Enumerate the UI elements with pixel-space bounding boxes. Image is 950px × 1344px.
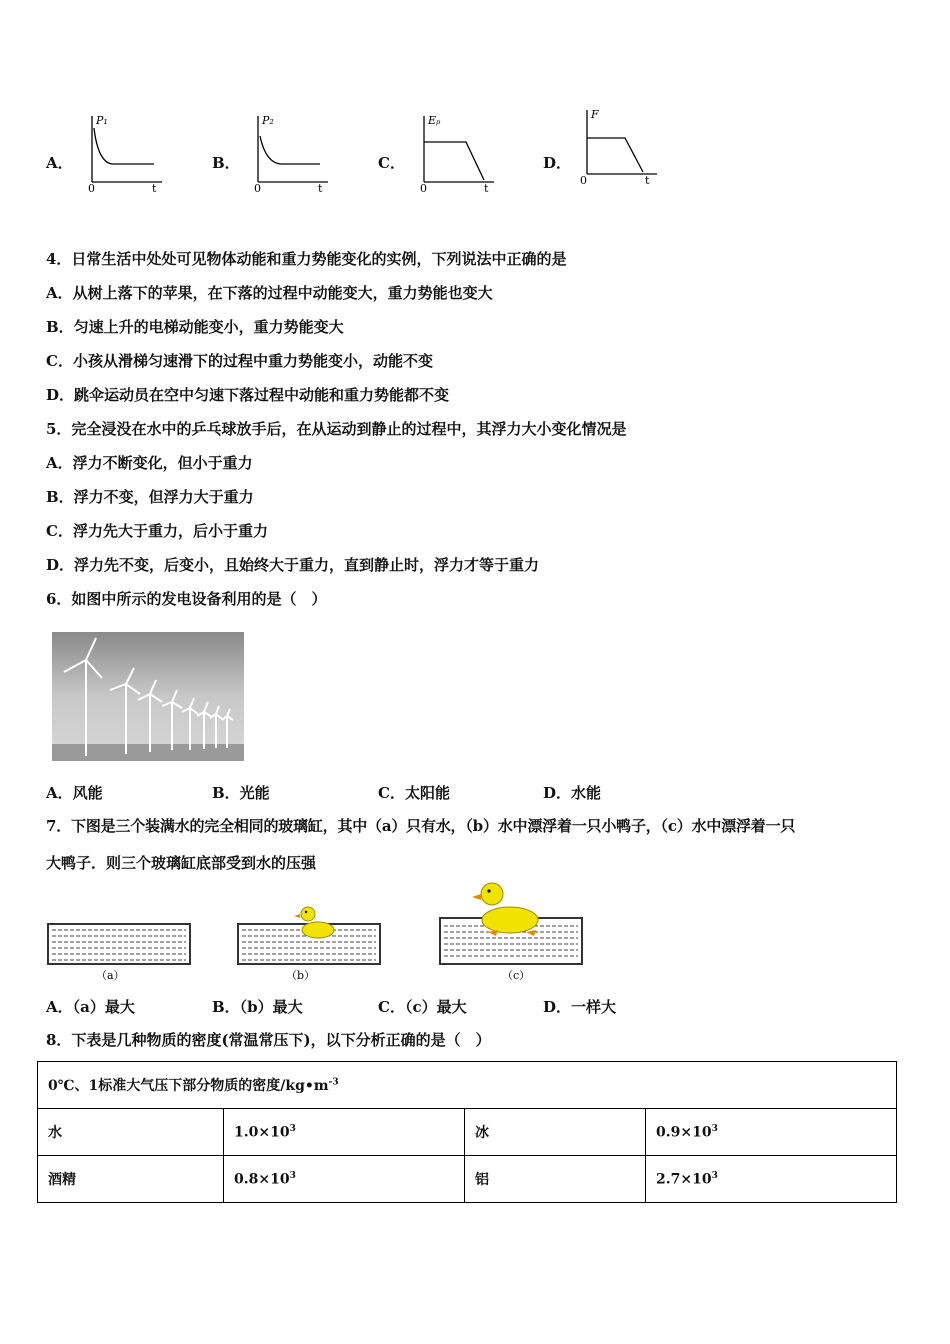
q6-option-a[interactable]: A．风能 bbox=[46, 784, 103, 802]
q8-stem: 8．下表是几种物质的密度(常温常压下)，以下分析正确的是（ ） bbox=[46, 1031, 491, 1049]
tank-a bbox=[48, 924, 190, 964]
q4-option-b[interactable]: B．匀速上升的电梯动能变小，重力势能变大 bbox=[46, 318, 344, 336]
q3-graph-d-ylabel: F bbox=[591, 108, 599, 121]
small-duck bbox=[294, 907, 334, 938]
q7-option-d[interactable]: D．一样大 bbox=[543, 998, 617, 1016]
q3-graph-d-origin: 0 bbox=[580, 174, 587, 187]
q3-graph-b-xlabel: t bbox=[318, 182, 323, 194]
q7-stem-line2: 大鸭子．则三个玻璃缸底部受到水的压强 bbox=[46, 854, 317, 872]
q3-option-d-label: D． bbox=[543, 154, 572, 172]
q3-graph-a-origin: 0 bbox=[88, 182, 95, 194]
density-alcohol: $0.8\times 10^3$ bbox=[224, 1156, 465, 1203]
tank-c-label: （c） bbox=[502, 969, 531, 982]
q3-graph-c-xlabel: t bbox=[484, 182, 489, 194]
q5-option-b[interactable]: B．浮力不变，但浮力大于重力 bbox=[46, 488, 254, 506]
q4-option-d[interactable]: D．跳伞运动员在空中匀速下落过程中动能和重力势能都不变 bbox=[46, 386, 450, 404]
density-aluminum: $2.7\times 10^3$ bbox=[646, 1156, 897, 1203]
density-table-title-row bbox=[38, 1062, 897, 1109]
density-water: $1.0\times 10^3$ bbox=[224, 1109, 465, 1156]
q6-stem: 6．如图中所示的发电设备利用的是（ ） bbox=[46, 590, 327, 608]
wind-turbine-photo bbox=[52, 632, 244, 761]
q4-option-a[interactable]: A．从树上落下的苹果，在下落的过程中动能变大，重力势能也变大 bbox=[46, 284, 493, 302]
q4-option-c[interactable]: C．小孩从滑梯匀速滑下的过程中重力势能变小，动能不变 bbox=[46, 352, 433, 370]
q6-option-c[interactable]: C．太阳能 bbox=[378, 784, 450, 802]
density-table bbox=[37, 1061, 897, 1203]
q3-graph-c-ylabel: Eₚ bbox=[428, 114, 441, 127]
q3-graph-c bbox=[410, 110, 500, 194]
q3-graph-d bbox=[573, 104, 663, 188]
q5-option-d[interactable]: D．浮力先不变，后变小，且始终大于重力，直到静止时，浮力才等于重力 bbox=[46, 556, 540, 574]
q3-graph-b-origin: 0 bbox=[254, 182, 261, 194]
glass-tanks-figure bbox=[40, 880, 600, 985]
q5-stem: 5．完全浸没在水中的乒乓球放手后，在从运动到静止的过程中，其浮力大小变化情况是 bbox=[46, 420, 627, 438]
q3-graph-a-ylabel: P₁ bbox=[96, 114, 108, 127]
q3-graph-b-ylabel: P₂ bbox=[262, 114, 274, 127]
q3-graph-c-origin: 0 bbox=[420, 182, 427, 194]
q4-stem: 4．日常生活中处处可见物体动能和重力势能变化的实例，下列说法中正确的是 bbox=[46, 250, 567, 268]
q3-graph-a-xlabel: t bbox=[152, 182, 157, 194]
tank-c bbox=[440, 883, 582, 964]
q3-option-c-label: C． bbox=[378, 154, 405, 172]
tank-a-label: （a） bbox=[96, 969, 125, 982]
q3-graph-a bbox=[78, 110, 168, 194]
large-duck bbox=[472, 883, 538, 936]
table-row bbox=[38, 1156, 897, 1203]
density-table-title: 0℃、1标准大气压下部分物质的密度$/kg•m^{-3}$ bbox=[38, 1062, 897, 1109]
q3-option-b-label: B． bbox=[212, 154, 240, 172]
q7-option-b[interactable]: B．（b）最大 bbox=[212, 998, 303, 1016]
q7-option-a[interactable]: A．（a）最大 bbox=[46, 998, 135, 1016]
substance-water: 水 bbox=[38, 1109, 224, 1156]
q5-option-a[interactable]: A．浮力不断变化，但小于重力 bbox=[46, 454, 253, 472]
density-ice: $0.9\times 10^3$ bbox=[646, 1109, 897, 1156]
substance-alcohol: 酒精 bbox=[38, 1156, 224, 1203]
tank-b bbox=[238, 907, 380, 964]
q5-option-c[interactable]: C．浮力先大于重力，后小于重力 bbox=[46, 522, 268, 540]
table-row bbox=[38, 1109, 897, 1156]
q6-option-b[interactable]: B．光能 bbox=[212, 784, 270, 802]
q3-graph-d-xlabel: t bbox=[645, 174, 650, 187]
q6-option-d[interactable]: D．水能 bbox=[543, 784, 602, 802]
q3-graph-b bbox=[244, 110, 334, 194]
q7-option-c[interactable]: C．（c）最大 bbox=[378, 998, 467, 1016]
q7-stem-line1: 7．下图是三个装满水的完全相同的玻璃缸，其中（a）只有水，（b）水中漂浮着一只小鸭子，（c）水中漂浮着一只 bbox=[46, 817, 796, 835]
q3-option-a-label: A． bbox=[46, 154, 73, 172]
substance-ice: 冰 bbox=[465, 1109, 646, 1156]
tank-b-label: （b） bbox=[286, 969, 316, 982]
substance-aluminum: 铝 bbox=[465, 1156, 646, 1203]
